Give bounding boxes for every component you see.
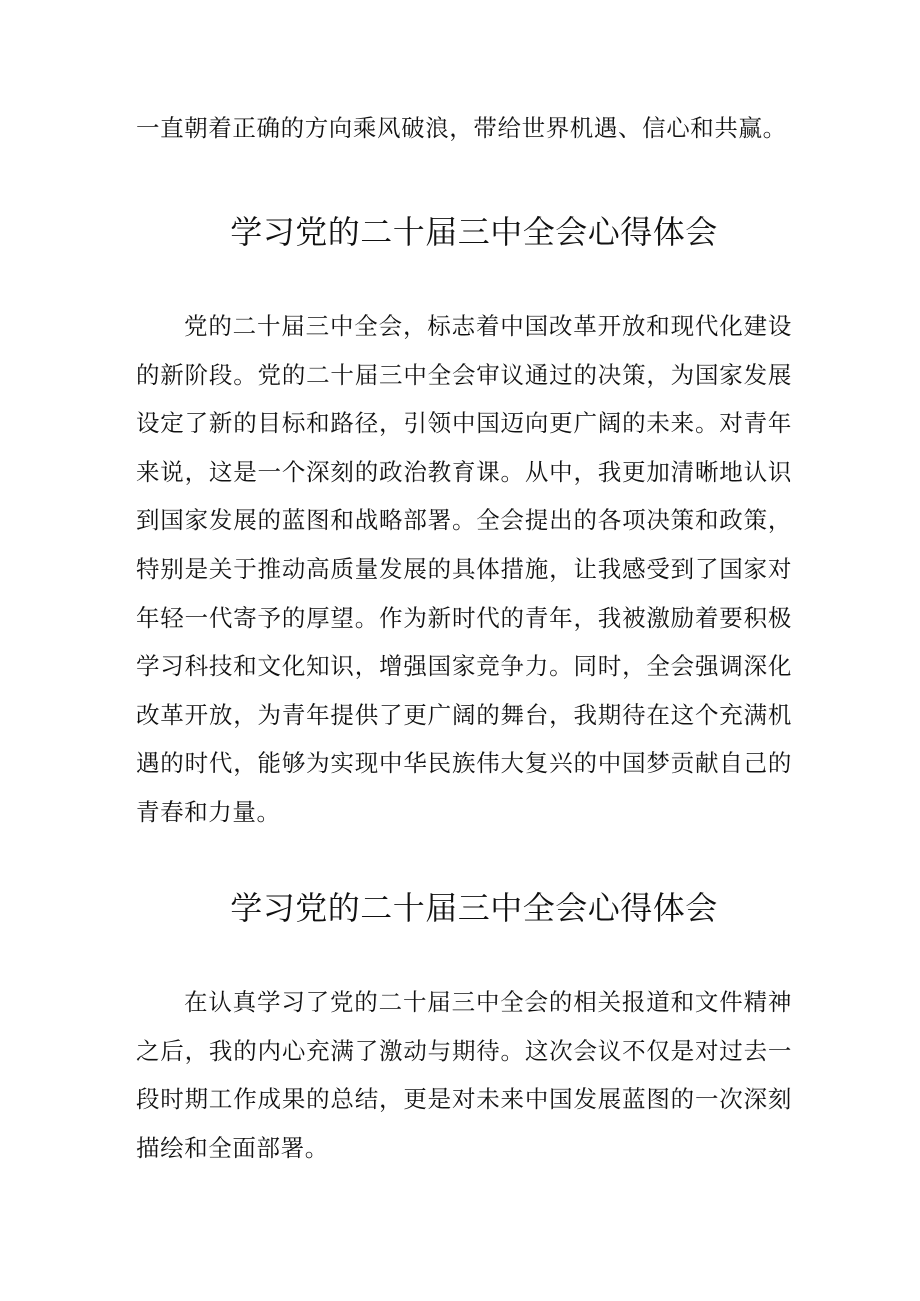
section-1-title: 学习党的二十届三中全会心得体会: [230, 213, 718, 251]
continuation-paragraph: 一直朝着正确的方向乘风破浪，带给世界机遇、信心和共赢。: [136, 114, 787, 142]
section-1-paragraph: 党的二十届三中全会，标志着中国改革开放和现代化建设的新阶段。党的二十届三中全会审议通过的决策，为国家发展设定了新的目标和路径，引领中国迈向更广阔的未来。对青年来说，这是一个深刻的政治教育课。从中，我更加清晰地认识到国家发展的蓝图和战略部署。全会提出的各项决策和政策，特别是关于推动高质量发展的具体措施，让我感受到了国家对年轻一代寄予的厚望。作为新时代的青年，我被激励着要积极学习科技和文化知识，增强国家竞争力。同时，全会强调深化改革开放，为青年提供了更广阔的舞台，我期待在这个充满机遇的时代，能够为实现中华民族伟大复兴的中国梦贡献自己的青春和力量。: [136, 312, 792, 826]
section-2-title: 学习党的二十届三中全会心得体会: [230, 889, 718, 927]
section-2-paragraph: 在认真学习了党的二十届三中全会的相关报道和文件精神之后，我的内心充满了激动与期待。这次会议不仅是对过去一段时期工作成果的总结，更是对未来中国发展蓝图的一次深刻描绘和全面部署。: [136, 988, 792, 1162]
